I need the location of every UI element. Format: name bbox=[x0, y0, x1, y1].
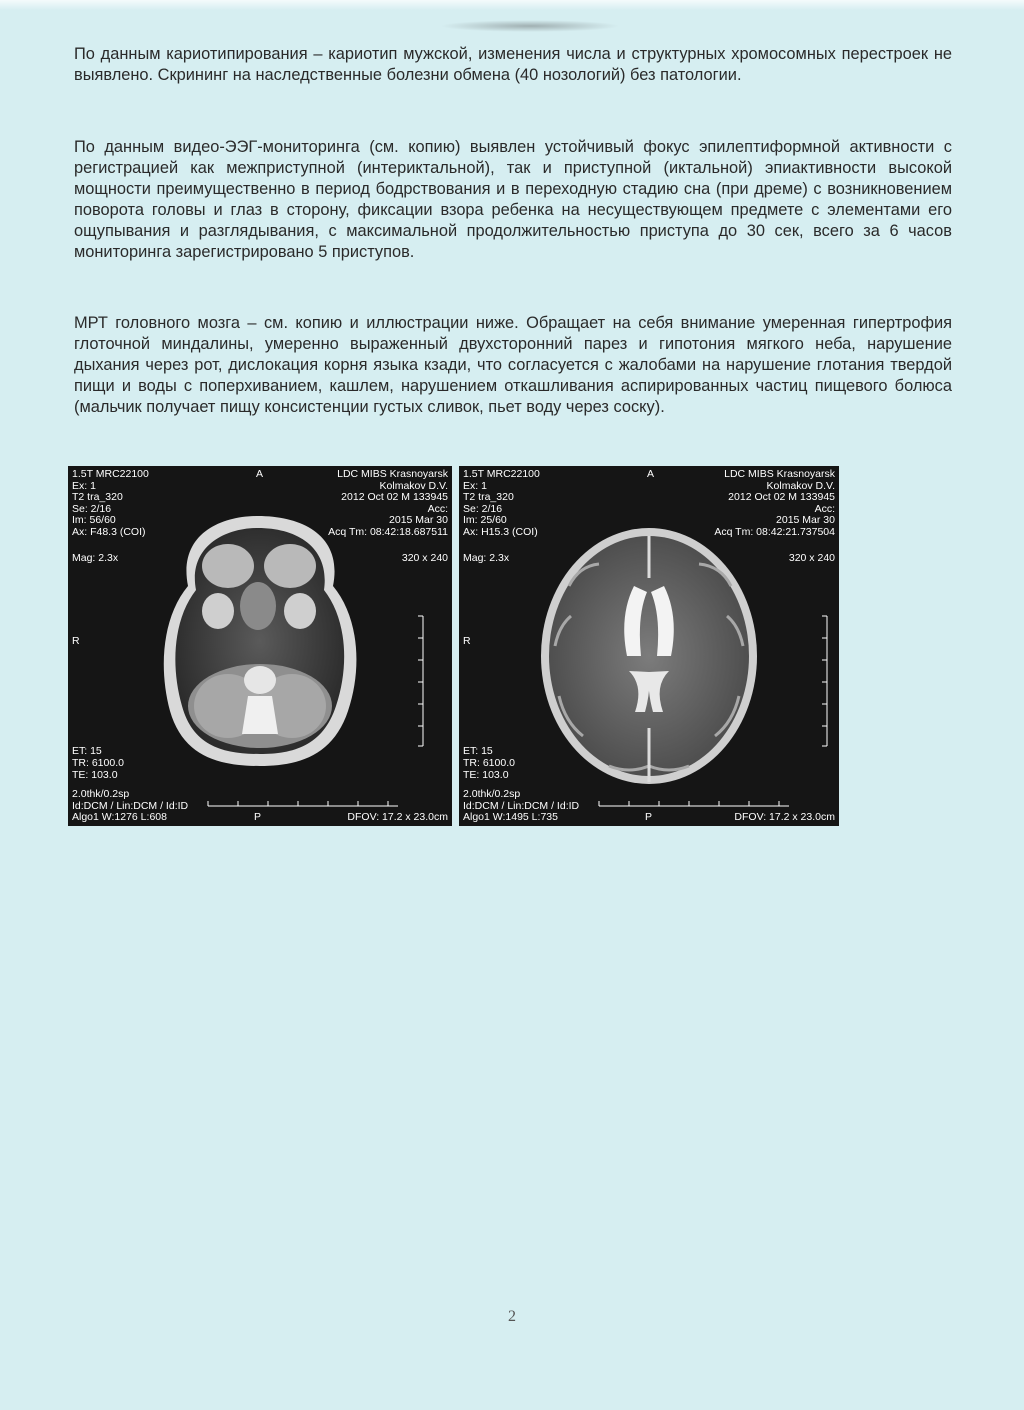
overlay-line: 1.5T MRC22100 bbox=[463, 468, 540, 480]
overlay-matrix: 320 x 240 bbox=[788, 551, 835, 564]
overlay-anterior-marker: A bbox=[647, 468, 655, 480]
overlay-line: TR: 6100.0 bbox=[463, 757, 515, 770]
overlay-line: LDC MIBS Krasnoyarsk bbox=[724, 468, 835, 480]
overlay-magnification: Mag: 2.3x bbox=[463, 551, 510, 564]
paragraph-eeg bbox=[74, 137, 952, 263]
overlay-line: 1.5T MRC22100 bbox=[72, 468, 149, 480]
overlay-line: 2.0thk/0.2sp bbox=[72, 788, 130, 801]
overlay-line: Acq Tm: 08:42:21.737504 bbox=[714, 525, 835, 538]
paragraph-text: По данным кариотипирования – кариотип мужской, изменения числа и структурных хромосомных перестроек не выявлено. Скрининг на наследственные болезни обмена (40 нозологий) без патологии. bbox=[74, 45, 952, 84]
overlay-line: Kolmakov D.V. bbox=[379, 479, 448, 492]
overlay-right-marker: R bbox=[72, 635, 80, 648]
overlay-line: LDC MIBS Krasnoyarsk bbox=[337, 468, 448, 480]
overlay-line: 2012 Oct 02 M 133945 bbox=[341, 491, 448, 504]
overlay-line: Id:DCM / Lin:DCM / Id:ID bbox=[72, 799, 189, 812]
paragraph-mri bbox=[74, 313, 952, 418]
mri-overlay-bottom-left bbox=[463, 746, 579, 824]
overlay-line: TE: 103.0 bbox=[72, 768, 118, 781]
mri-image-cerebellum bbox=[68, 466, 452, 826]
overlay-posterior-marker: P bbox=[645, 811, 653, 824]
overlay-line: Acc: bbox=[427, 502, 448, 515]
overlay-line: T2 tra_320 bbox=[463, 491, 514, 504]
overlay-line: 2015 Mar 30 bbox=[389, 514, 448, 527]
overlay-right-marker: R bbox=[463, 635, 471, 648]
overlay-line: 2012 Oct 02 M 133945 bbox=[728, 491, 835, 504]
overlay-posterior-marker: P bbox=[254, 811, 262, 824]
overlay-line: TR: 6100.0 bbox=[72, 757, 124, 770]
paragraph-text: По данным видео-ЭЭГ-мониторинга (см. копию) выявлен устойчивый фокус эпилептиформной активности с регистрацией как межприступной (интериктальной), так и приступной (иктальной) эпиактивности высокой мощности преимущественно в период бодрствования и в переходную стадию сна (при дреме) с возникновением поворота головы и глаз в сторону, фиксации взора ребенка на несуществующем предмете с элементами его ощупывания и разглядывания, с максимальной продолжительностью приступа до 30 сек, всего за 6 часов мониторинга зарегистрировано 5 приступов. bbox=[74, 138, 952, 261]
overlay-line: Acc: bbox=[814, 502, 835, 515]
overlay-fov: DFOV: 17.2 x 23.0cm bbox=[734, 811, 835, 824]
overlay-line: T2 tra_320 bbox=[72, 491, 123, 504]
overlay-line: 2015 Mar 30 bbox=[776, 514, 835, 527]
scan-smudge bbox=[440, 20, 620, 32]
mri-overlay-top-left bbox=[72, 469, 149, 648]
mri-overlay-top-left bbox=[463, 469, 540, 648]
mri-overlay-top-right bbox=[714, 469, 835, 564]
overlay-line: Kolmakov D.V. bbox=[766, 479, 835, 492]
overlay-line: Se: 2/16 bbox=[463, 502, 503, 515]
overlay-line: Algo1 W:1276 L:608 bbox=[72, 811, 167, 824]
page-number: 2 bbox=[508, 1308, 516, 1325]
overlay-line: Id:DCM / Lin:DCM / Id:ID bbox=[463, 799, 580, 812]
mri-image-ventricles bbox=[459, 466, 839, 826]
overlay-line: Ex: 1 bbox=[72, 479, 96, 492]
overlay-line: Im: 56/60 bbox=[72, 514, 116, 527]
overlay-line: Acq Tm: 08:42:18.687511 bbox=[328, 525, 448, 538]
overlay-matrix: 320 x 240 bbox=[401, 551, 448, 564]
mri-overlay-bottom-left bbox=[72, 746, 188, 824]
paragraph-text: МРТ головного мозга – см. копию и иллюстрации ниже. Обращает на себя внимание умеренная гипертрофия глоточной миндалины, умеренно выраженный двухсторонний парез и гипотония мягкого неба, нарушение дыхания через рот, дислокация корня языка кзади, что согласуется с жалобами на нарушение глотания твердой пищи и воды с поперхиванием, кашлем, нарушением откашливания аспирированных частиц пищевого болюса (мальчик получает пищу консистенции густых сливок, пьет воду через соску). bbox=[74, 314, 952, 416]
overlay-line: ET: 15 bbox=[72, 745, 102, 758]
overlay-line: Im: 25/60 bbox=[463, 514, 507, 527]
overlay-line: ET: 15 bbox=[463, 745, 493, 758]
overlay-line: TE: 103.0 bbox=[463, 768, 509, 781]
overlay-fov: DFOV: 17.2 x 23.0cm bbox=[347, 811, 448, 824]
mri-overlay-top-right bbox=[328, 469, 448, 564]
overlay-line: Algo1 W:1495 L:735 bbox=[463, 811, 558, 824]
overlay-line: 2.0thk/0.2sp bbox=[463, 788, 521, 801]
overlay-anterior-marker: A bbox=[256, 468, 264, 480]
overlay-line: Ax: F48.3 (COI) bbox=[72, 525, 146, 538]
overlay-line: Ax: H15.3 (COI) bbox=[463, 525, 538, 538]
overlay-line: Se: 2/16 bbox=[72, 502, 112, 515]
scan-edge bbox=[0, 0, 1024, 10]
paragraph-karyotype bbox=[74, 44, 952, 86]
overlay-magnification: Mag: 2.3x bbox=[72, 551, 119, 564]
overlay-line: Ex: 1 bbox=[463, 479, 487, 492]
